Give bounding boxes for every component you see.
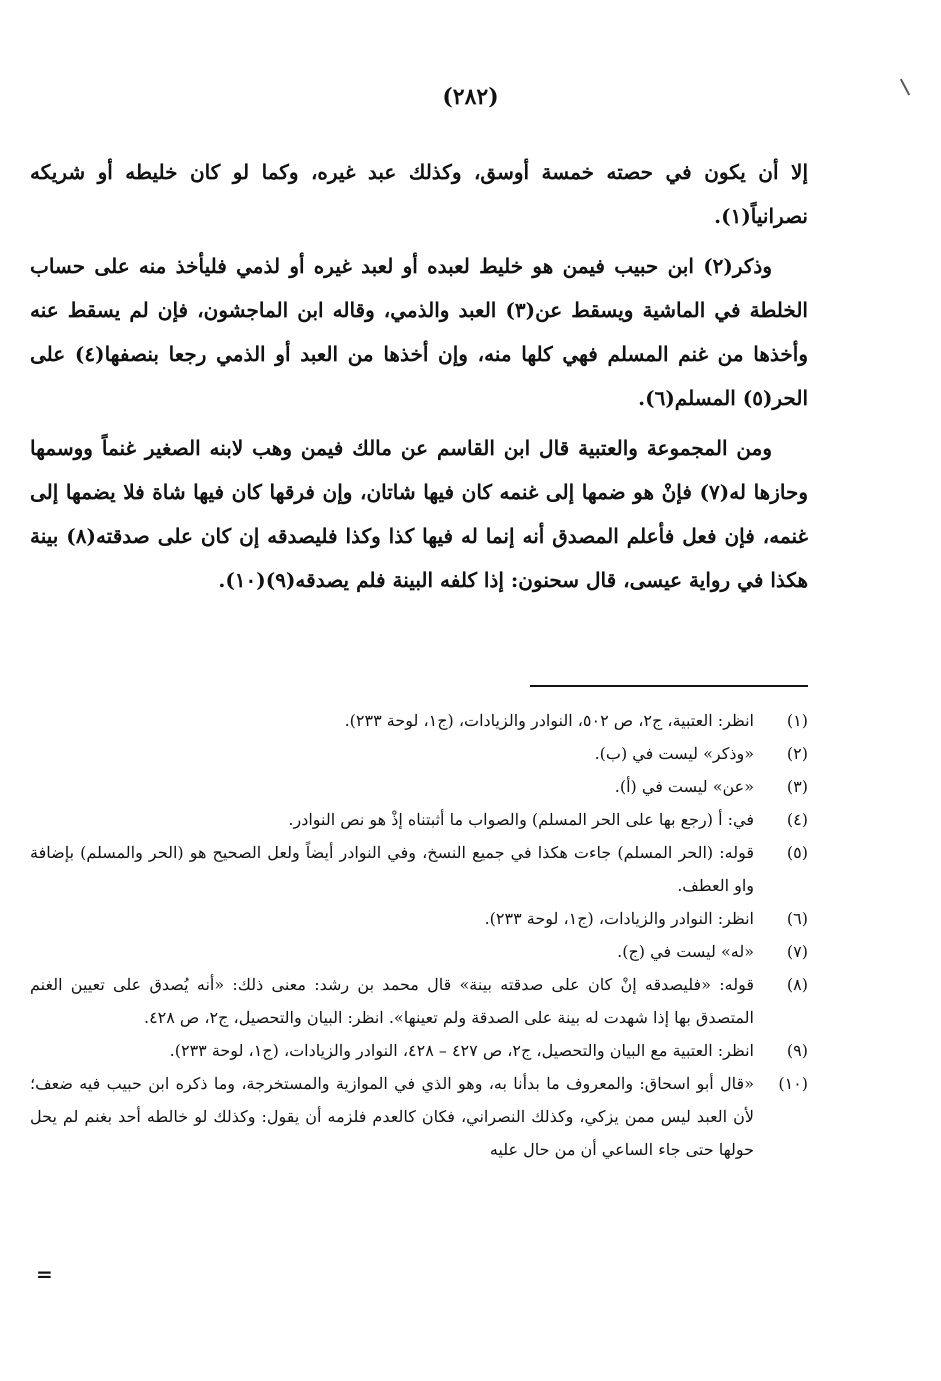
footnote [30,1067,808,1166]
footnote [30,902,808,935]
footnote-number: (٤) [786,810,808,829]
footnote-text: انظر: النوادر والزيادات، (ج١، لوحة ٢٣٣). [484,909,754,928]
footnote-text: «عن» ليست في (أ). [614,777,754,796]
footnote-text: قوله: «فليصدقه إنْ كان على صدقته بينة» قال محمد بن رشد: معنى ذلك: «أنه يُصدق على تعيين الغنم المتصدق بها إذا شهدت له بينة على الصدقة ولم تعينها». انظر: البيان والتحصيل، ج٢، ص ٤٢٨. [30,975,754,1027]
continuation-mark: = [36,1262,53,1286]
footnote [30,737,808,770]
footnote [30,968,808,1034]
footnote-text: «وذكر» ليست في (ب). [594,744,754,763]
footnote-separator [530,685,808,687]
footnote-number: (٧) [786,942,808,961]
footnote-number: (٩) [786,1041,808,1060]
footnote [30,803,808,836]
paragraph-2: وذكر(٢) ابن حبيب فيمن هو خليط لعبده أو لعبد غيره أو لذمي فليأخذ منه على حساب الخلطة في الماشية ويسقط عن(٣) العبد والذمي، وقاله ابن الماجشون، فإن لم يسقط عنه وأخذها من غنم المسلم فهي كلها منه، وإن أخذها من العبد أو الذمي رجعا بنصفها(٤) على الحر(٥) المسلم(٦). [30,254,808,410]
footnote-text: انظر: العتبية، ج٢، ص ٥٠٢، النوادر والزيادات، (ج١، لوحة ٢٣٣). [344,711,754,730]
footnotes [30,704,808,1166]
footnote-text: «قال أبو اسحاق: والمعروف ما بدأنا به، وهو الذي في الموازية والمستخرجة، وما ذكره ابن حبيب فيه ضعف؛ لأن العبد ليس ممن يزكي، وكذلك النصراني، فكان كالعدم فلزمه أن يقول: وكذلك لو خالطه أحد بغنم لم يحل حولها حتى جاء الساعي أن من حال عليه [30,1074,754,1159]
footnote-number: (١) [786,711,808,730]
page-number: (٢٨٢) [442,84,499,110]
paragraph-3: ومن المجموعة والعتبية قال ابن القاسم عن مالك فيمن وهب لابنه الصغير غنماً ووسمها وحازها له(٧) فإنْ هو ضمها إلى غنمه كان فيها شاتان، وإن فرقها كان فيها شاة فلا يضمها إلى غنمه، فإن فعل فأعلم المصدق أنه إنما له فيها كذا وكذا فليصدقه إن كان على صدقته(٨) بينة هكذا في رواية عيسى، قال سحنون: إذا كلفه البينة فلم يصدقه(٩)(١٠). [30,436,808,592]
footnote [30,704,808,737]
footnote-number: (١٠) [778,1074,808,1093]
footnote [30,836,808,902]
paragraph-1: إلا أن يكون في حصته خمسة أوسق، وكذلك عبد غيره، وكما لو كان خليطه أو شريكه نصرانياً(١). [30,160,808,228]
footnote-number: (٥) [786,843,808,862]
footnote [30,1034,808,1067]
footnote-number: (٨) [786,975,808,994]
footnote [30,935,808,968]
main-text [30,150,808,608]
footnote-text: انظر: العتبية مع البيان والتحصيل، ج٢، ص ٤٢٧ – ٤٢٨، النوادر والزيادات، (ج١، لوحة ٢٣٣). [169,1041,754,1060]
footnote-text: قوله: (الحر المسلم) جاءت هكذا في جميع النسخ، وفي النوادر أيضاً ولعل الصحيح هو (الحر والمسلم) بإضافة واو العطف. [30,843,754,895]
footnote-number: (٢) [786,744,808,763]
footnote-text: «له» ليست في (ج). [617,942,754,961]
footnote-text: في: أ (رجع بها على الحر المسلم) والصواب ما أثبتناه إذْ هو نص النوادر. [288,810,754,829]
footnote-number: (٦) [786,909,808,928]
footnote-number: (٣) [786,777,808,796]
footnote [30,770,808,803]
